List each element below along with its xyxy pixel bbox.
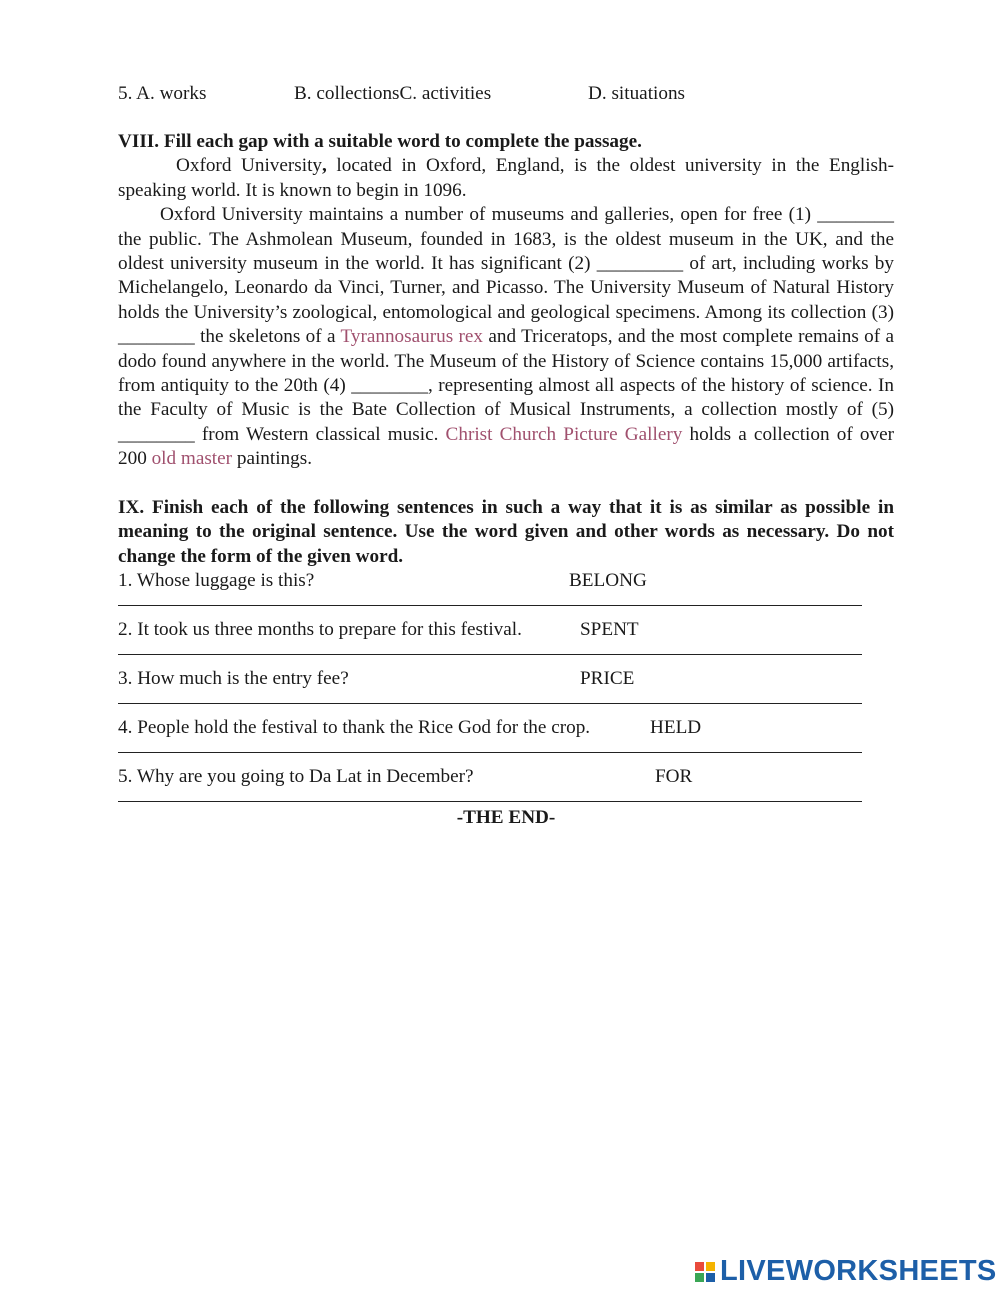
option-b-c: B. collectionsC. activities [294, 83, 492, 104]
passage-body-part4: paintings. [232, 448, 312, 470]
link-tyrannosaurus-rex[interactable]: Tyrannosaurus rex [340, 326, 484, 348]
section-9-heading: IX. Finish each of the following sentences in such a way that it is as similar as possible in meaning to the original sentence. Use the word given and other words as necessary. Do not change the form of the given word. [118, 496, 894, 567]
rewrite-item-5 [118, 765, 894, 789]
rewrite-prompt: 4. People hold the festival to thank the Rice God for the crop. [118, 716, 591, 738]
passage-intro [118, 154, 894, 203]
answer-line[interactable] [118, 642, 862, 655]
link-christ-church-picture-gallery[interactable]: Christ Church Picture Gallery [445, 423, 683, 445]
question-5-options [118, 82, 894, 108]
rewrite-keyword: HELD [650, 716, 702, 738]
rewrite-prompt: 3. How much is the entry fee? [118, 667, 349, 689]
rewrite-keyword: BELONG [569, 569, 647, 591]
passage-body [118, 203, 894, 471]
option-a: 5. A. works [118, 83, 207, 104]
passage-body-part3: holds a collection of over 200 [118, 423, 894, 470]
passage-intro-comma: , [322, 155, 327, 177]
rewrite-keyword: SPENT [580, 618, 639, 640]
rewrite-item-1 [118, 569, 894, 593]
section-8-heading: VIII. Fill each gap with a suitable word to complete the passage. [118, 131, 642, 152]
passage-body-part2: and Triceratops, and the most complete remains of a dodo found anywhere in the world. The Museum of the History of Science contains 15,000 artifacts, from antiquity to the 20th (4) ________, representing almost all aspects of the history of science. In the Faculty of Music is the Bate Collection of Musical Instruments, a collection mostly of (5) ________ from Western classical music. [118, 326, 894, 445]
rewrite-item-4 [118, 716, 894, 740]
answer-line[interactable] [118, 593, 862, 606]
liveworksheets-logo[interactable] [694, 1255, 997, 1288]
passage-intro-rest: located in Oxford, England, is the oldest university in the English-speaking world. It is known to begin in 1096. [118, 155, 894, 201]
answer-line[interactable] [118, 789, 862, 802]
liveworksheets-wordmark: LIVEWORKSHEETS [720, 1255, 997, 1287]
rewrite-keyword: PRICE [580, 667, 635, 689]
the-end: -THE END- [456, 806, 556, 828]
rewrite-item-3 [118, 667, 894, 691]
rewrite-keyword: FOR [655, 765, 693, 787]
passage-intro-subject: Oxford University [176, 155, 323, 177]
rewrite-item-2 [118, 618, 894, 642]
answer-line[interactable] [118, 740, 862, 753]
liveworksheets-logo-icon [694, 1261, 716, 1283]
rewrite-prompt: 5. Why are you going to Da Lat in December? [118, 765, 474, 787]
option-d: D. situations [588, 83, 686, 104]
worksheet-page [118, 82, 894, 830]
rewrite-prompt: 2. It took us three months to prepare for this festival. [118, 618, 522, 640]
passage-body-part1: Oxford University maintains a number of museums and galleries, open for free (1) ________ the public. The Ashmolean Museum, founded in 1683, is the oldest museum in the UK, and the oldest university museum in the world. It has significant (2) _________ of art, including works by Michelangelo, Leonardo da Vinci, Turner, and Picasso. The University Museum of Natural History holds the University’s zoological, entomological and geological specimens. Among its collection (3) ________ the skeletons of a [118, 204, 894, 348]
link-old-master[interactable]: old master [151, 448, 233, 470]
answer-line[interactable] [118, 691, 862, 704]
rewrite-prompt: 1. Whose luggage is this? [118, 569, 315, 591]
